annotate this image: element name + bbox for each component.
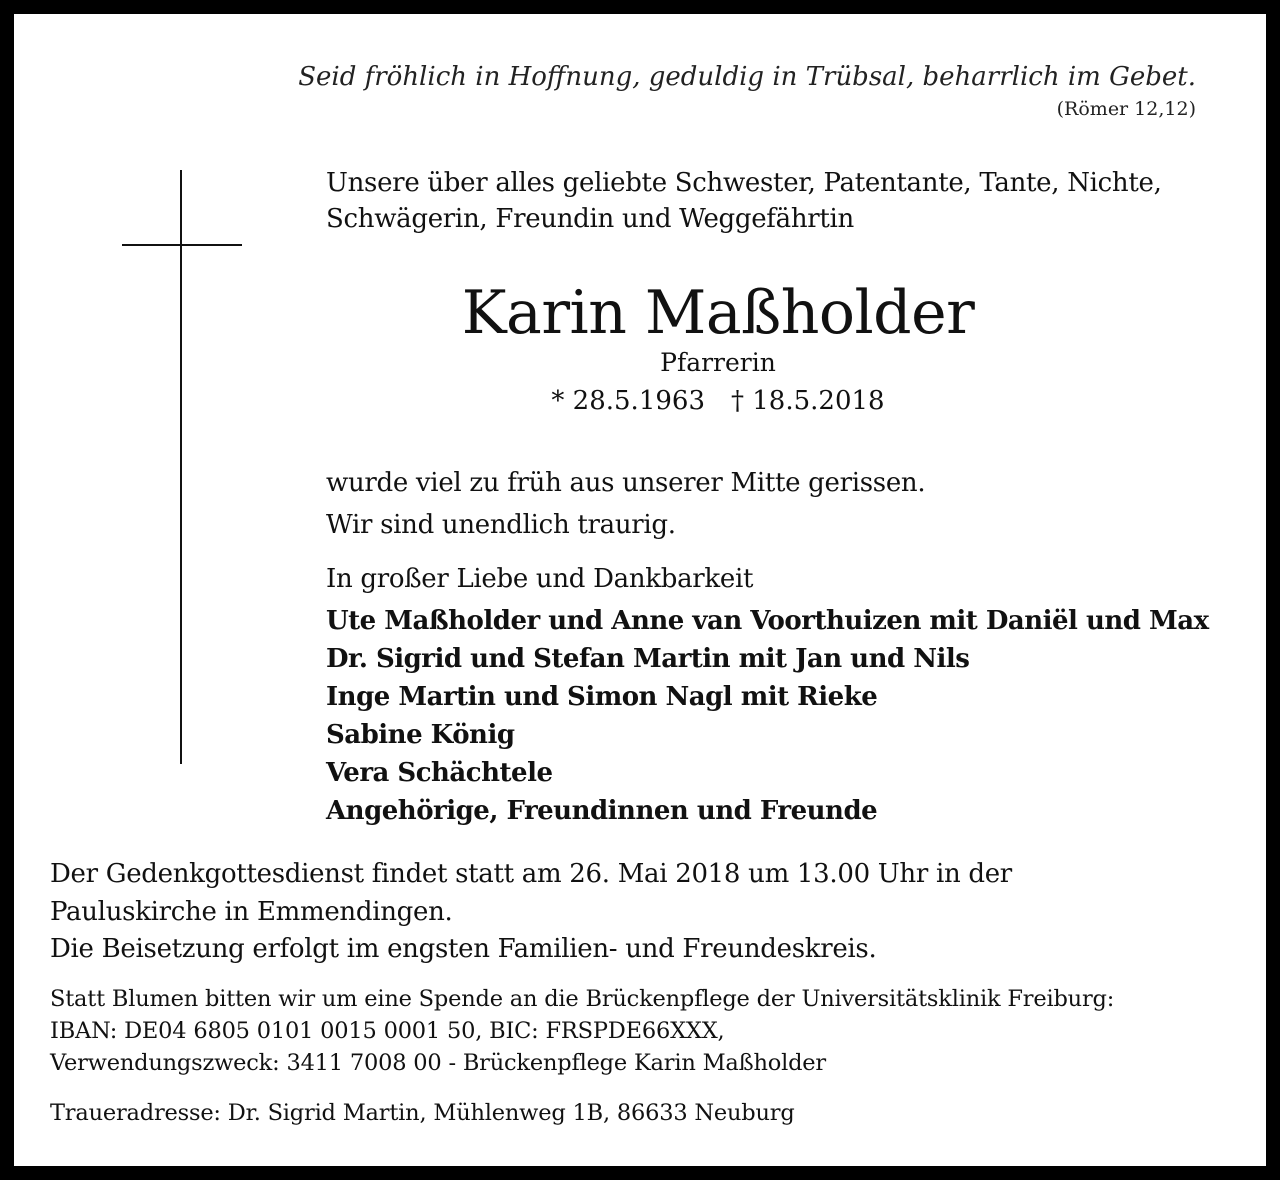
bible-verse-reference: (Römer 12,12) [1056,98,1196,120]
birth-date: * 28.5.1963 [551,386,705,416]
mourner: Sabine König [326,720,515,750]
mourner: Dr. Sigrid und Stefan Martin mit Jan und Nils [326,644,970,674]
message-line-1: wurde viel zu früh aus unserer Mitte gerissen. [326,468,926,498]
mourners-list [326,602,1209,830]
cross-vertical-bar [180,170,182,764]
service-line-1: Der Gedenkgottesdienst findet statt am 26. Mai 2018 um 13.00 Uhr in der [50,859,1012,889]
life-dates [14,386,1266,416]
bible-verse: Seid fröhlich in Hoffnung, geduldig in Trübsal, beharrlich im Gebet. [298,62,1196,92]
mourner: Angehörige, Freundinnen und Freunde [326,796,878,826]
deceased-name: Karin Maßholder [461,278,975,348]
cross-horizontal-bar [122,244,242,246]
mourning-address: Traueradresse: Dr. Sigrid Martin, Mühlenweg 1B, 86633 Neuburg [50,1100,795,1126]
obituary-notice [14,14,1266,1166]
closing-line: In großer Liebe und Dankbarkeit [326,564,754,594]
intro-line-1: Unsere über alles geliebte Schwester, Patentante, Tante, Nichte, [326,168,1162,198]
donation-bank-details: IBAN: DE04 6805 0101 0015 0001 50, BIC: FRSPDE66XXX, [50,1018,725,1044]
mourner: Vera Schächtele [326,758,553,788]
service-line-2: Pauluskirche in Emmendingen. [50,897,453,927]
message-line-2: Wir sind unendlich traurig. [326,510,676,540]
mourner: Ute Maßholder und Anne van Voorthuizen mit Daniël und Max [326,606,1209,636]
donation-purpose: Verwendungszweck: 3411 7008 00 - Brückenpflege Karin Maßholder [50,1050,826,1076]
service-line-3: Die Beisetzung erfolgt im engsten Familien- und Freundeskreis. [50,934,877,964]
death-date: † 18.5.2018 [731,386,885,416]
donation-line-1: Statt Blumen bitten wir um eine Spende an die Brückenpflege der Universitätsklinik Freiburg: [50,986,1115,1012]
deceased-title: Pfarrerin [660,348,776,377]
intro-line-2: Schwägerin, Freundin und Weggefährtin [326,204,855,234]
mourner: Inge Martin und Simon Nagl mit Rieke [326,682,878,712]
